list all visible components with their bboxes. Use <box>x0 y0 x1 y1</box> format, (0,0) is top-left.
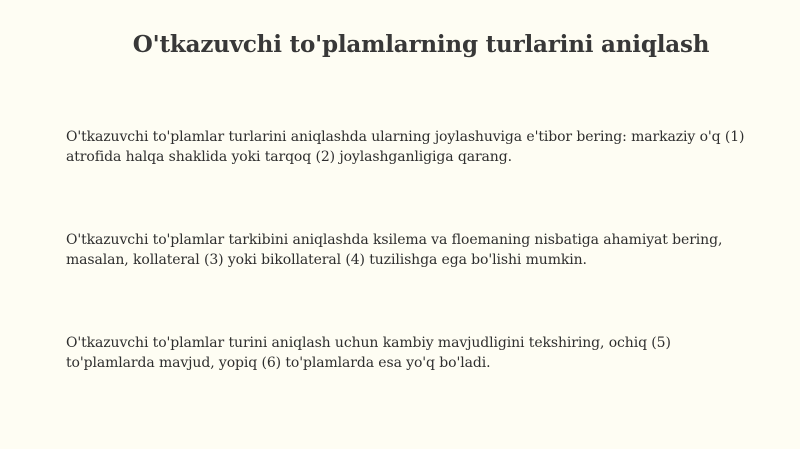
paragraph-composition: O'tkazuvchi to'plamlar tarkibini aniqlashda ksilema va floemaning nisbatiga ahamiyat bering, masalan, kollateral (3) yoki bikollateral (4) tuzilishga ega bo'lishi mumkin. <box>66 232 723 268</box>
paragraph-placement: O'tkazuvchi to'plamlar turlarini aniqlashda ularning joylashuviga e'tibor bering: markaziy o'q (1) atrofida halqa shaklida yoki tarqoq (2) joylashganligiga qarang. <box>66 129 745 165</box>
slide-title: O'tkazuvchi to'plamlarning turlarini aniqlash <box>132 31 710 58</box>
paragraph-cambium: O'tkazuvchi to'plamlar turini aniqlash uchun kambiy mavjudligini tekshiring, ochiq (5) to'plamlarda mavjud, yopiq (6) to'plamlarda esa yo'q bo'ladi. <box>66 335 671 371</box>
